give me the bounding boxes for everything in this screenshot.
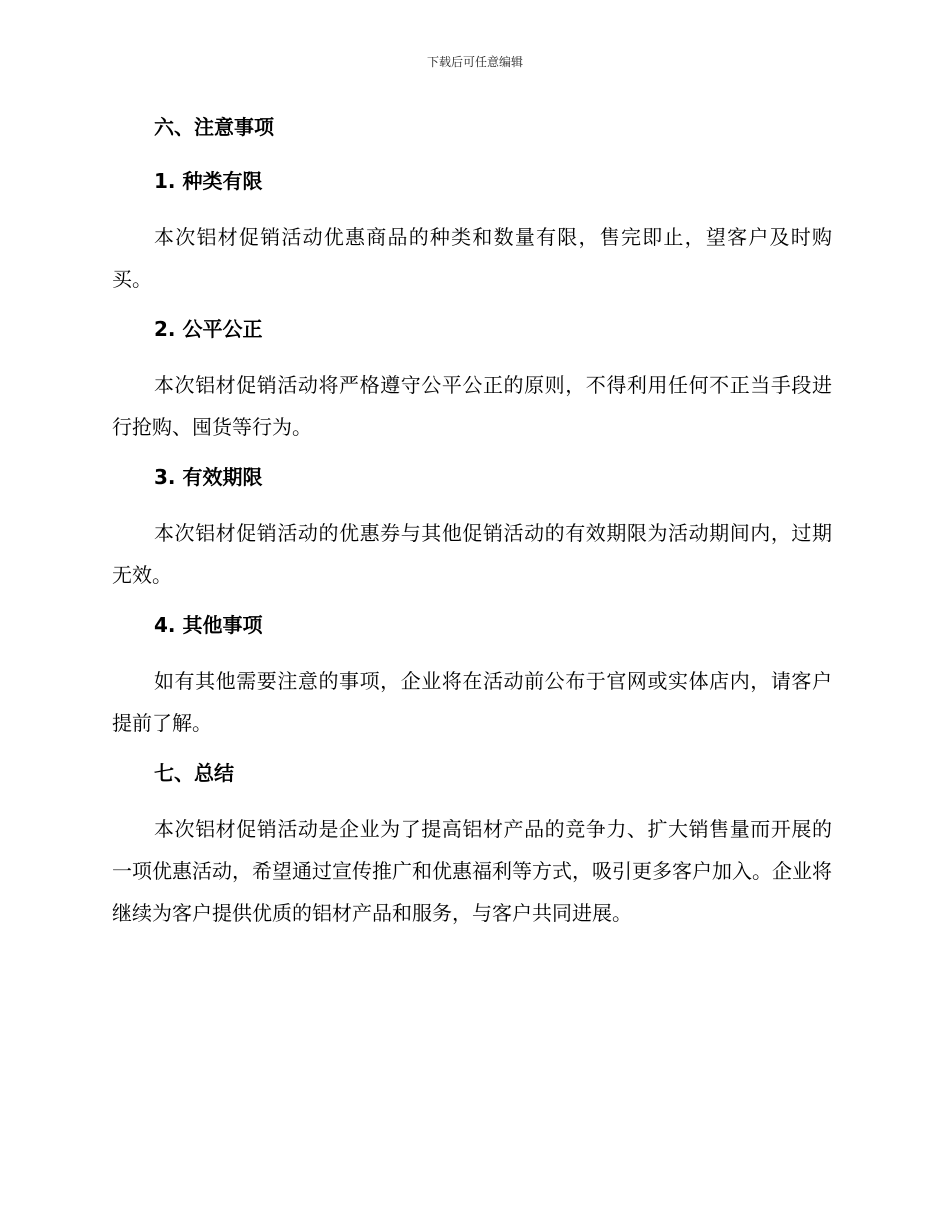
paragraph-other-matters: 如有其他需要注意的事项，企业将在活动前公布于官网或实体店内，请客户提前了解。 [112,669,832,735]
paragraph-fairness: 本次铝材促销活动将严格遵守公平公正的原则，不得利用任何不正当手段进行抢购、囤货等行为。 [112,373,832,439]
page-header-note: 下载后可任意编辑 [426,55,523,69]
document-body [112,108,832,944]
subheading-validity: 3. 有效期限 [154,465,263,489]
paragraph-validity: 本次铝材促销活动的优惠券与其他促销活动的有效期限为活动期间内，过期无效。 [112,521,832,587]
subheading-other-matters: 4. 其他事项 [154,613,263,637]
section-heading-summary: 七、总结 [154,761,234,785]
paragraph-limited-types: 本次铝材促销活动优惠商品的种类和数量有限，售完即止，望客户及时购买。 [112,225,832,291]
section-heading-notes: 六、注意事项 [154,115,274,139]
subheading-fairness: 2. 公平公正 [154,317,263,341]
paragraph-summary: 本次铝材促销活动是企业为了提高铝材产品的竞争力、扩大销售量而开展的一项优惠活动，希望通过宣传推广和优惠福利等方式，吸引更多客户加入。企业将继续为客户提供优质的铝材产品和服务，与客户共同进展。 [112,817,832,925]
subheading-limited-types: 1. 种类有限 [154,169,263,193]
